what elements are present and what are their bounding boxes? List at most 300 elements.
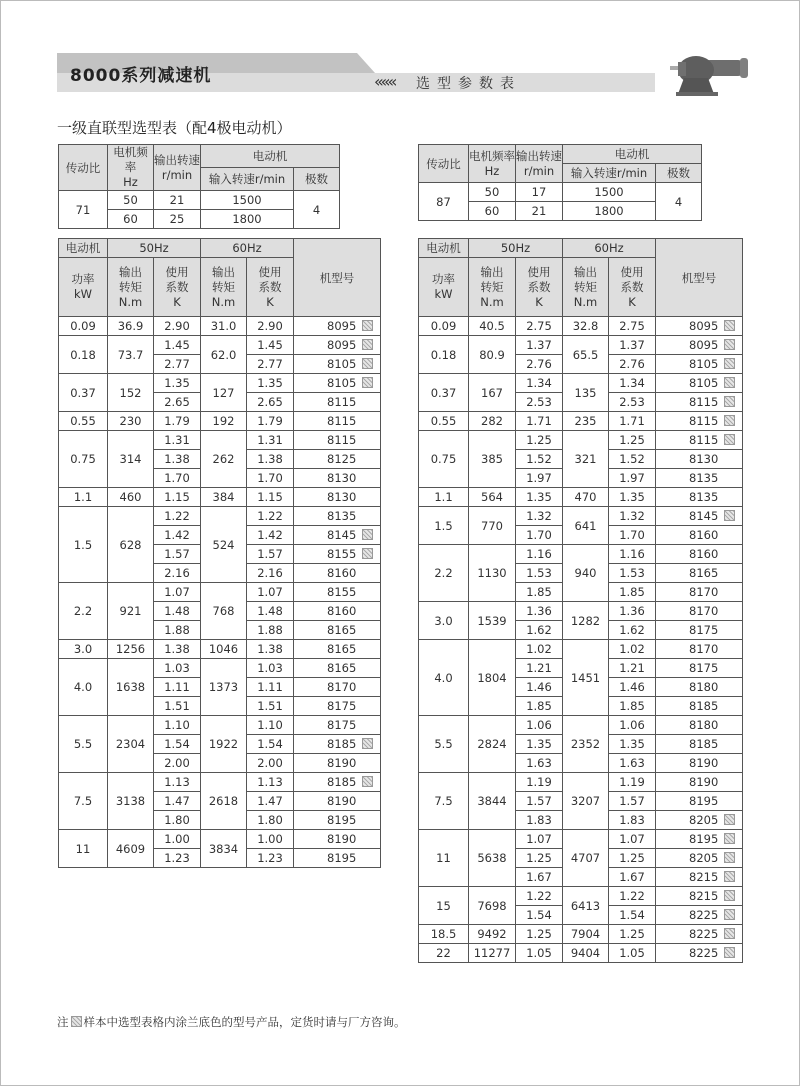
factor50-value: 1.52 [516, 450, 563, 469]
torque50-value: 1130 [469, 545, 516, 602]
torque50-value: 921 [108, 583, 154, 640]
factor60-value: 1.13 [247, 773, 294, 792]
model-number: 8160 [327, 566, 357, 580]
torque50-value: 230 [108, 412, 154, 431]
factor50-value: 1.19 [516, 773, 563, 792]
footnote [57, 1014, 406, 1030]
model-number: 8135 [689, 471, 719, 485]
factor50-value: 1.37 [516, 336, 563, 355]
factor60-value: 1.97 [609, 469, 656, 488]
model-number: 8175 [689, 623, 719, 637]
in-speed-header: 输入转速r/min [563, 164, 656, 183]
factor60-value: 1.07 [247, 583, 294, 602]
out-speed-value: 17 [516, 183, 563, 202]
model-number: 8225 [689, 927, 719, 941]
model-value [656, 602, 743, 621]
model-value [294, 431, 381, 450]
model-value [294, 792, 381, 811]
hz60-header: 60Hz [563, 239, 656, 258]
poles-value: 4 [656, 183, 702, 221]
poles-header: 极数 [294, 168, 340, 191]
freq-value: 60 [108, 210, 154, 229]
table-row [59, 431, 381, 450]
factor60-value: 1.53 [609, 564, 656, 583]
model-number: 8115 [689, 414, 719, 428]
hatch-marker-icon [724, 947, 735, 958]
model-value [656, 469, 743, 488]
in-speed-value: 1500 [563, 183, 656, 202]
factor50-value: 1.85 [516, 697, 563, 716]
hatch-marker-icon [724, 339, 735, 350]
torque50-value: 9492 [469, 925, 516, 944]
factor50-value: 1.06 [516, 716, 563, 735]
model-number: 8095 [689, 319, 719, 333]
factor50-value: 1.48 [154, 602, 201, 621]
factor60-value: 2.90 [247, 317, 294, 336]
model-number: 8105 [689, 357, 719, 371]
factor60-value: 1.85 [609, 697, 656, 716]
model-value [656, 659, 743, 678]
power-value: 3.0 [419, 602, 469, 640]
factor50-value: 1.54 [516, 906, 563, 925]
torque60-header: 输出 转矩 N.m [563, 258, 609, 317]
factor60-value: 1.54 [609, 906, 656, 925]
factor60-value: 1.71 [609, 412, 656, 431]
ratio-header: 传动比 [419, 145, 469, 183]
factor50-value: 1.70 [516, 526, 563, 545]
power-value: 0.75 [59, 431, 108, 488]
model-value [656, 697, 743, 716]
factor50-value: 1.88 [154, 621, 201, 640]
out-speed-value: 21 [154, 191, 201, 210]
factor60-value: 1.05 [609, 944, 656, 963]
model-number: 8190 [327, 756, 357, 770]
table-row [419, 925, 743, 944]
chevron-left-icon: ««« [374, 72, 395, 91]
factor50-value: 1.21 [516, 659, 563, 678]
model-header: 机型号 [294, 239, 381, 317]
factor50-value: 2.90 [154, 317, 201, 336]
factor50-value: 1.35 [154, 374, 201, 393]
hatch-marker-icon [362, 320, 373, 331]
table-row [419, 545, 743, 564]
factor60-value: 1.36 [609, 602, 656, 621]
factor50-value: 1.02 [516, 640, 563, 659]
torque60-value: 1046 [201, 640, 247, 659]
model-value [656, 716, 743, 735]
torque50-value: 1804 [469, 640, 516, 716]
factor60-value: 1.00 [247, 830, 294, 849]
factor50-value: 1.07 [154, 583, 201, 602]
torque60-value: 135 [563, 374, 609, 412]
torque60-value: 4707 [563, 830, 609, 887]
model-value [656, 488, 743, 507]
torque60-value: 192 [201, 412, 247, 431]
model-value [294, 488, 381, 507]
model-number: 8105 [689, 376, 719, 390]
model-number: 8115 [689, 395, 719, 409]
model-number: 8130 [689, 452, 719, 466]
freq-value: 50 [469, 183, 516, 202]
selection-table [58, 238, 381, 868]
model-number: 8155 [327, 585, 357, 599]
model-value [294, 811, 381, 830]
factor60-value: 1.85 [609, 583, 656, 602]
model-number: 8115 [689, 433, 719, 447]
factor60-value: 1.25 [609, 849, 656, 868]
model-value [294, 450, 381, 469]
power-value: 0.18 [419, 336, 469, 374]
model-number: 8195 [689, 794, 719, 808]
torque50-value: 36.9 [108, 317, 154, 336]
factor60-value: 1.06 [609, 716, 656, 735]
table-row [419, 830, 743, 849]
torque50-value: 1638 [108, 659, 154, 716]
spec-table [418, 144, 702, 221]
hatch-marker-icon [724, 909, 735, 920]
hatch-marker-icon [362, 358, 373, 369]
torque50-value: 2304 [108, 716, 154, 773]
hatch-marker-icon [724, 320, 735, 331]
ratio-header: 传动比 [59, 145, 108, 191]
power-value: 18.5 [419, 925, 469, 944]
model-number: 8095 [327, 319, 357, 333]
factor60-value: 1.38 [247, 450, 294, 469]
model-value [656, 583, 743, 602]
power-value: 4.0 [419, 640, 469, 716]
motor-header: 电动机 [59, 239, 108, 258]
freq-value: 50 [108, 191, 154, 210]
torque60-value: 32.8 [563, 317, 609, 336]
factor60-value: 1.47 [247, 792, 294, 811]
model-number: 8130 [327, 490, 357, 504]
table-row [419, 944, 743, 963]
model-number: 8155 [327, 547, 357, 561]
model-number: 8165 [327, 661, 357, 675]
selection-table [418, 238, 743, 963]
torque60-value: 470 [563, 488, 609, 507]
model-value [294, 659, 381, 678]
factor50-value: 1.80 [154, 811, 201, 830]
model-value [294, 545, 381, 564]
factor50-value: 1.35 [516, 488, 563, 507]
factor60-value: 1.31 [247, 431, 294, 450]
factor50-value: 1.53 [516, 564, 563, 583]
gear-reducer-image [664, 48, 752, 100]
model-value [294, 507, 381, 526]
torque50-value: 3844 [469, 773, 516, 830]
model-value [656, 640, 743, 659]
torque50-value: 282 [469, 412, 516, 431]
factor50-value: 1.83 [516, 811, 563, 830]
factor60-value: 1.25 [609, 925, 656, 944]
model-number: 8175 [689, 661, 719, 675]
factor50-value: 1.00 [154, 830, 201, 849]
page-subtitle: 选型参数表 [416, 76, 521, 92]
factor50-value: 1.16 [516, 545, 563, 564]
factor60-value: 1.80 [247, 811, 294, 830]
torque60-value: 9404 [563, 944, 609, 963]
factor60-value: 1.51 [247, 697, 294, 716]
factor60-value: 1.83 [609, 811, 656, 830]
factor60-value: 1.57 [247, 545, 294, 564]
torque50-value: 460 [108, 488, 154, 507]
factor60-value: 1.16 [609, 545, 656, 564]
torque60-value: 1922 [201, 716, 247, 773]
hatch-marker-icon [724, 358, 735, 369]
torque60-value: 235 [563, 412, 609, 431]
torque50-header: 输出 转矩 N.m [108, 258, 154, 317]
hatch-marker-icon [362, 776, 373, 787]
model-value [656, 317, 743, 336]
torque60-value: 1282 [563, 602, 609, 640]
power-value: 4.0 [59, 659, 108, 716]
factor60-value: 1.15 [247, 488, 294, 507]
power-value: 1.1 [419, 488, 469, 507]
motor-header: 电动机 [419, 239, 469, 258]
factor50-value: 1.10 [154, 716, 201, 735]
model-number: 8205 [689, 851, 719, 865]
torque50-value: 628 [108, 507, 154, 583]
hatch-marker-icon [724, 510, 735, 521]
factor60-value: 1.70 [247, 469, 294, 488]
model-value [656, 507, 743, 526]
factor50-value: 1.03 [154, 659, 201, 678]
hatch-marker-icon [362, 529, 373, 540]
torque60-value: 768 [201, 583, 247, 640]
model-number: 8130 [327, 471, 357, 485]
model-value [294, 621, 381, 640]
factor50-value: 1.47 [154, 792, 201, 811]
model-number: 8160 [327, 604, 357, 618]
model-value [656, 374, 743, 393]
factor50-value: 2.75 [516, 317, 563, 336]
factor60-value: 1.62 [609, 621, 656, 640]
factor60-value: 1.02 [609, 640, 656, 659]
factor60-value: 1.45 [247, 336, 294, 355]
power-value: 0.09 [419, 317, 469, 336]
power-value: 0.55 [59, 412, 108, 431]
torque60-value: 940 [563, 545, 609, 602]
hatch-marker-icon [724, 928, 735, 939]
table-row [419, 317, 743, 336]
torque60-value: 262 [201, 431, 247, 488]
model-value [656, 849, 743, 868]
factor60-header: 使用 系数 K [609, 258, 656, 317]
hatch-marker-icon [724, 852, 735, 863]
torque50-value: 770 [469, 507, 516, 545]
model-value [656, 336, 743, 355]
factor50-value: 2.77 [154, 355, 201, 374]
torque60-value: 1373 [201, 659, 247, 716]
power-value: 0.18 [59, 336, 108, 374]
factor60-value: 1.42 [247, 526, 294, 545]
in-speed-value: 1500 [201, 191, 294, 210]
note-prefix: 注 [57, 1015, 69, 1029]
table-row [419, 488, 743, 507]
factor50-value: 1.25 [516, 849, 563, 868]
model-value [656, 868, 743, 887]
table-row [59, 507, 381, 526]
torque50-value: 2824 [469, 716, 516, 773]
torque50-value: 73.7 [108, 336, 154, 374]
model-number: 8165 [327, 623, 357, 637]
out-speed-header: 输出转速 r/min [516, 145, 563, 183]
table-row [59, 716, 381, 735]
factor50-value: 1.57 [516, 792, 563, 811]
table-row [419, 412, 743, 431]
hatch-marker-icon [724, 833, 735, 844]
factor60-value: 2.53 [609, 393, 656, 412]
table-row [59, 374, 381, 393]
torque60-value: 127 [201, 374, 247, 412]
power-value: 15 [419, 887, 469, 925]
table-row [59, 583, 381, 602]
factor50-value: 1.35 [516, 735, 563, 754]
table-row [59, 317, 381, 336]
hz60-header: 60Hz [201, 239, 294, 258]
hatch-marker-icon [362, 548, 373, 559]
factor60-value: 1.46 [609, 678, 656, 697]
factor50-value: 1.38 [154, 640, 201, 659]
factor50-value: 1.07 [516, 830, 563, 849]
out-speed-value: 21 [516, 202, 563, 221]
model-value [656, 678, 743, 697]
factor60-value: 1.79 [247, 412, 294, 431]
table-row [59, 336, 381, 355]
model-number: 8190 [689, 756, 719, 770]
power-value: 5.5 [59, 716, 108, 773]
factor60-value: 1.19 [609, 773, 656, 792]
factor60-value: 1.35 [609, 735, 656, 754]
model-value [656, 526, 743, 545]
model-value [294, 469, 381, 488]
poles-header: 极数 [656, 164, 702, 183]
factor50-value: 1.15 [154, 488, 201, 507]
factor60-value: 1.52 [609, 450, 656, 469]
model-value [294, 374, 381, 393]
factor60-value: 1.37 [609, 336, 656, 355]
model-number: 8115 [327, 395, 357, 409]
torque50-value: 4609 [108, 830, 154, 868]
series-title: 8000系列减速机 [70, 66, 212, 86]
factor50-header: 使用 系数 K [154, 258, 201, 317]
model-number: 8165 [689, 566, 719, 580]
spec-table [58, 144, 340, 229]
model-number: 8170 [327, 680, 357, 694]
model-number: 8180 [689, 680, 719, 694]
model-number: 8185 [327, 737, 357, 751]
factor50-value: 1.38 [154, 450, 201, 469]
table-row [59, 773, 381, 792]
model-value [294, 697, 381, 716]
out-speed-header: 输出转速 r/min [154, 145, 201, 191]
out-speed-value: 25 [154, 210, 201, 229]
torque60-value: 321 [563, 431, 609, 488]
factor50-value: 1.34 [516, 374, 563, 393]
model-value [294, 583, 381, 602]
model-value [656, 735, 743, 754]
torque50-value: 11277 [469, 944, 516, 963]
factor60-value: 1.03 [247, 659, 294, 678]
power-header: 功率 kW [59, 258, 108, 317]
in-speed-value: 1800 [563, 202, 656, 221]
factor50-value: 2.16 [154, 564, 201, 583]
model-number: 8170 [689, 604, 719, 618]
factor60-value: 1.70 [609, 526, 656, 545]
factor60-value: 2.77 [247, 355, 294, 374]
spec-row [59, 191, 340, 210]
factor50-value: 1.23 [154, 849, 201, 868]
freq-value: 60 [469, 202, 516, 221]
model-value [656, 355, 743, 374]
model-value [656, 925, 743, 944]
freq-header: 电机频率 Hz [469, 145, 516, 183]
model-value [656, 887, 743, 906]
model-value [656, 811, 743, 830]
factor60-value: 1.35 [247, 374, 294, 393]
model-value [294, 393, 381, 412]
poles-value: 4 [294, 191, 340, 229]
factor60-value: 1.34 [609, 374, 656, 393]
model-number: 8115 [327, 433, 357, 447]
torque60-value: 31.0 [201, 317, 247, 336]
factor50-value: 1.45 [154, 336, 201, 355]
factor60-value: 1.32 [609, 507, 656, 526]
factor60-value: 1.22 [247, 507, 294, 526]
model-number: 8190 [689, 775, 719, 789]
power-value: 0.37 [59, 374, 108, 412]
model-number: 8195 [327, 851, 357, 865]
torque50-value: 385 [469, 431, 516, 488]
factor60-value: 1.23 [247, 849, 294, 868]
model-number: 8190 [327, 794, 357, 808]
torque60-value: 7904 [563, 925, 609, 944]
model-value [294, 849, 381, 868]
model-value [294, 336, 381, 355]
torque50-header: 输出 转矩 N.m [469, 258, 516, 317]
model-number: 8215 [689, 870, 719, 884]
factor50-value: 1.11 [154, 678, 201, 697]
model-number: 8105 [327, 357, 357, 371]
model-value [656, 792, 743, 811]
model-number: 8205 [689, 813, 719, 827]
model-value [294, 678, 381, 697]
factor50-value: 1.54 [154, 735, 201, 754]
torque50-value: 1539 [469, 602, 516, 640]
factor60-value: 1.22 [609, 887, 656, 906]
model-number: 8185 [327, 775, 357, 789]
model-value [294, 564, 381, 583]
torque60-value: 3834 [201, 830, 247, 868]
power-value: 11 [59, 830, 108, 868]
factor50-value: 1.71 [516, 412, 563, 431]
model-number: 8165 [327, 642, 357, 656]
torque50-value: 80.9 [469, 336, 516, 374]
in-speed-header: 输入转速r/min [201, 168, 294, 191]
hatch-marker-icon [724, 377, 735, 388]
factor50-value: 1.13 [154, 773, 201, 792]
model-number: 8170 [689, 642, 719, 656]
factor60-value: 2.76 [609, 355, 656, 374]
model-number: 8135 [327, 509, 357, 523]
factor50-value: 1.31 [154, 431, 201, 450]
table-row [59, 412, 381, 431]
hatch-swatch-icon [71, 1016, 82, 1027]
table-row [419, 431, 743, 450]
factor50-value: 1.67 [516, 868, 563, 887]
model-number: 8215 [689, 889, 719, 903]
